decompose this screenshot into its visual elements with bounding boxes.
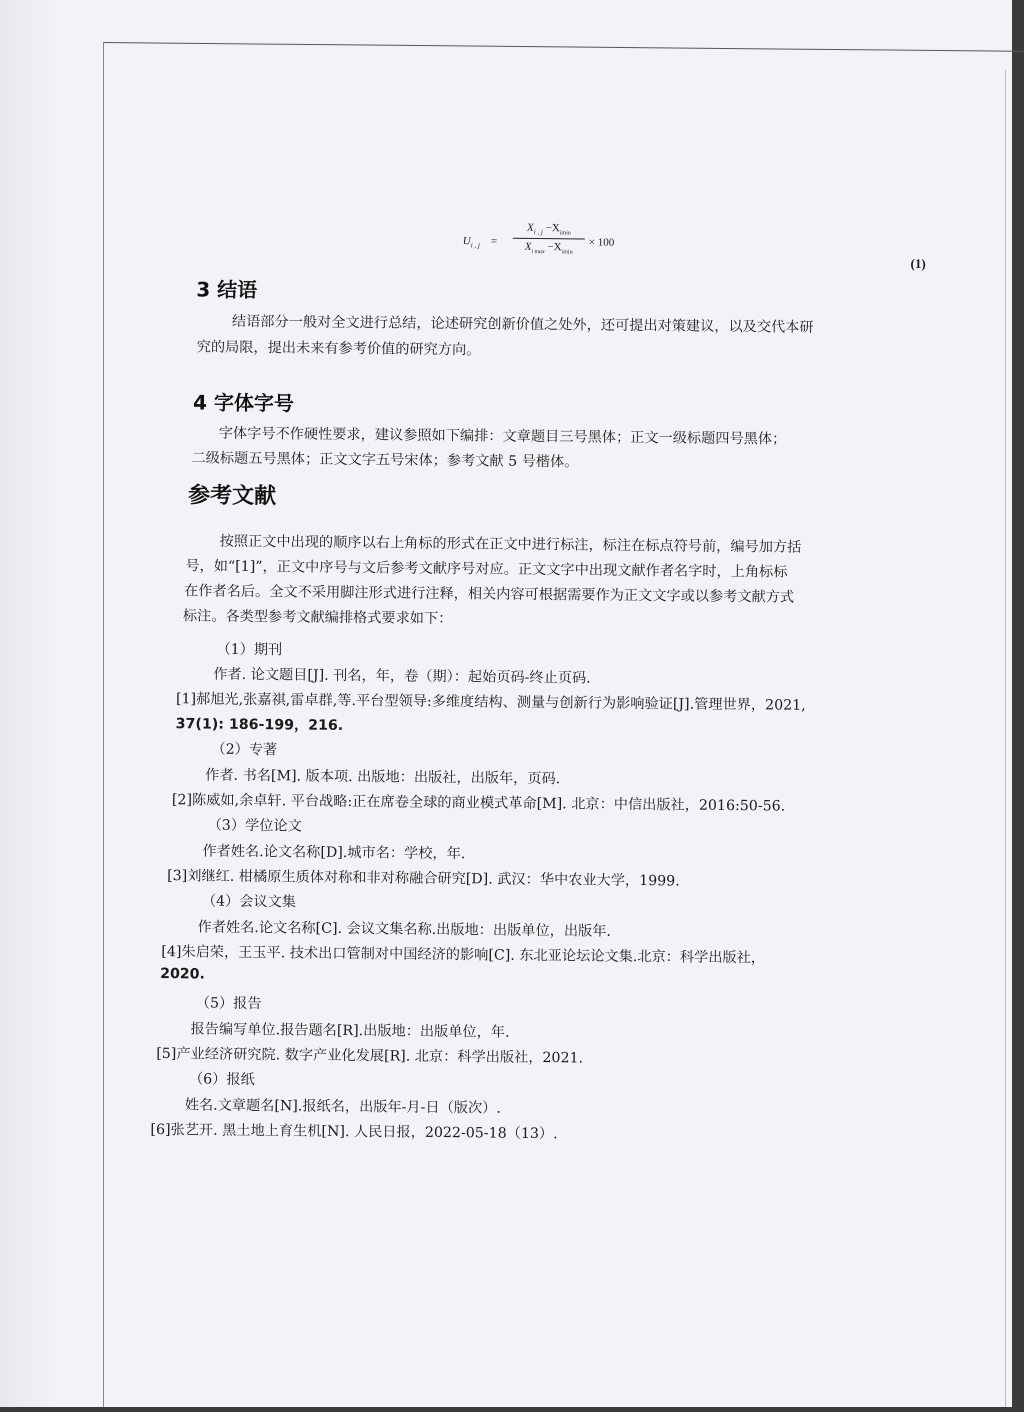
reference-example: [5]产业经济研究院. 数字产业化发展[R]. 北京：科学出版社，2021. <box>156 1046 584 1067</box>
reference-example: [2]陈威如,余卓轩. 平台战略:正在席卷全球的商业模式革命[M]. 北京：中信出版社，2016:50-56. <box>171 792 786 815</box>
paragraph-line: 结语部分一般对全文进行总结，论述研究创新价值之处外，还可提出对策建议，以及交代本研 <box>231 313 814 336</box>
reference-format: 报告编写单位.报告题名[R].出版地：出版单位，年. <box>190 1021 510 1041</box>
reference-example: 37(1): 186-199，216. <box>175 716 344 734</box>
reference-type-label: （1）期刊 <box>216 641 283 659</box>
paragraph-line: 在作者名后。全文不采用脚注形式进行注释，相关内容可根据需要作为正文文字或以参考文献方式 <box>184 583 795 606</box>
formula-numerator: $X_{i , j} -X_{imin}$ <box>513 222 585 240</box>
reference-format: 作者. 书名[M]. 版本项. 出版地：出版社，出版年，页码. <box>205 767 561 788</box>
reference-example: [4]朱启荣，王玉平. 技术出口管制对中国经济的影响[C]. 东北亚论坛论文集.北京：科学出版社， <box>161 944 766 967</box>
reference-format: 作者姓名.论文名称[D].城市名：学校，年. <box>202 843 466 863</box>
reference-example: [1]郝旭光,张嘉祺,雷卓群,等.平台型领导:多维度结构、测量与创新行为影响验证[J].管理世界，2021, <box>175 691 806 714</box>
reference-format: 姓名.文章题名[N].报纸名，出版年-月-日（版次）. <box>184 1097 501 1117</box>
section-heading-conclusion: 3 结语 <box>196 277 258 303</box>
reference-type-label: （2）专著 <box>211 741 278 759</box>
paragraph-line: 号，如“[1]”，正文中序号与文后参考文献序号对应。正文文字中出现文献作者名字时，上角标标 <box>185 558 788 581</box>
equation-number: (1) <box>910 255 926 272</box>
reference-type-label: （3）学位论文 <box>207 817 302 835</box>
reference-example: [6]张艺开. 黑土地上育生机[N]. 人民日报，2022-05-18（13）. <box>150 1121 558 1143</box>
paragraph-line: 标注。各类型参考文献编排格式要求如下： <box>182 608 453 628</box>
reference-type-label: （5）报告 <box>195 995 262 1013</box>
reference-example: 2020. <box>160 966 206 983</box>
formula-denominator: $X_{i max} -X_{imin}$ <box>524 241 573 256</box>
formula-multiplier: × 100 <box>588 236 615 249</box>
reference-type-label: （4）会议文集 <box>201 893 297 911</box>
references-heading: 参考文献 <box>187 483 277 510</box>
section-heading-fonts: 4 字体字号 <box>192 390 295 416</box>
reference-example: [3]刘继红. 柑橘原生质体对称和非对称融合研究[D]. 武汉：华中农业大学，1999. <box>167 868 680 890</box>
formula-fraction <box>513 222 585 256</box>
reference-format: 作者. 论文题目[J]. 刊名，年，卷（期）：起始页码-终止页码. <box>213 666 591 687</box>
paragraph-line: 按照正文中出现的顺序以右上角标的形式在正文中进行标注，标注在标点符号前，编号加方括 <box>219 533 802 556</box>
reference-type-label: （6）报纸 <box>188 1071 255 1089</box>
formula-lhs: $U_{i , j}$ = <box>462 235 498 250</box>
paragraph-line: 究的局限，提出未来有参考价值的研究方向。 <box>196 339 481 359</box>
reference-format: 作者姓名.论文名称[C]. 会议文集名称.出版地：出版单位，出版年. <box>197 919 612 940</box>
paragraph-line: 二级标题五号黑体；正文文字五号宋体；参考文献 5 号楷体。 <box>191 450 579 471</box>
paragraph-line: 字体字号不作硬性要求，建议参照如下编排：文章题目三号黑体；正文一级标题四号黑体； <box>218 425 787 448</box>
